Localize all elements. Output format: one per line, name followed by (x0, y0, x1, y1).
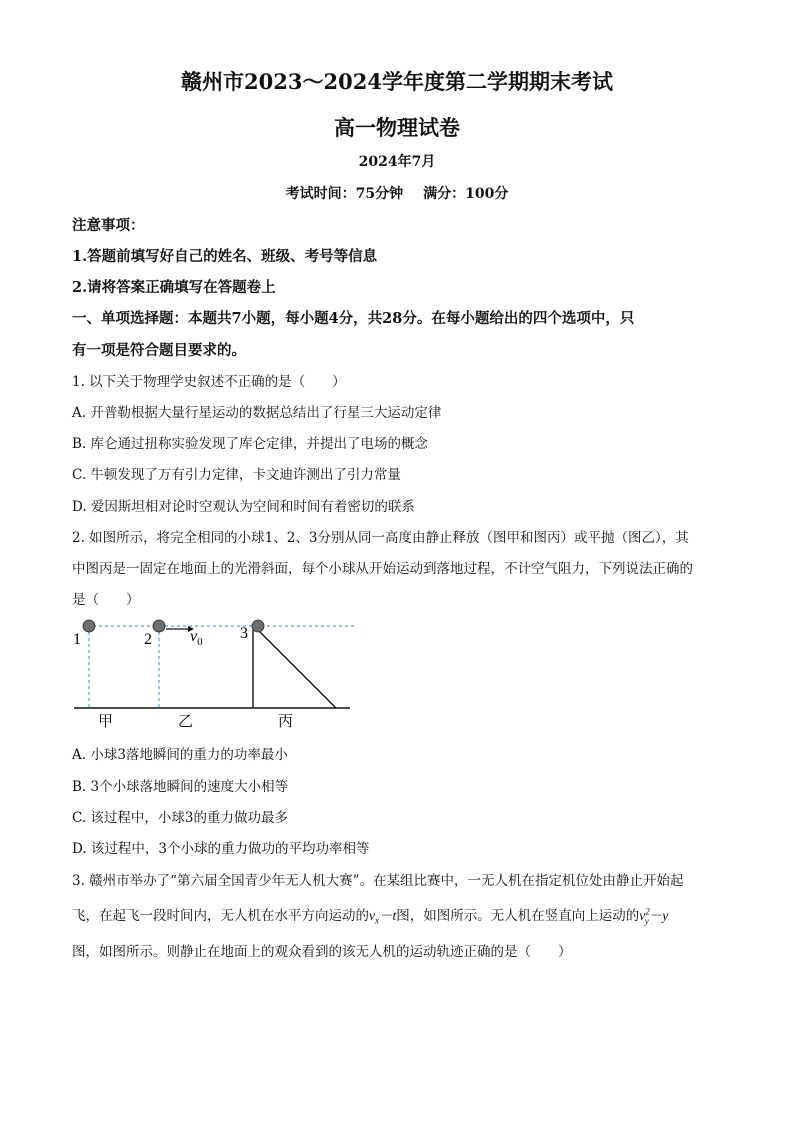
ball-2 (153, 620, 165, 632)
velocity-label: $v_0$ (190, 628, 203, 648)
vy-y-suffix: －y (648, 908, 669, 923)
section-heading: 一、单项选择题：本题共7小题，每小题4分，共28分。在每小题给出的四个选项中，只 (72, 310, 635, 327)
notice-item: 2.请将答案正确填写在答题卷上 (72, 279, 276, 296)
q2-stem-line1: 2. 如图所示，将完全相同的小球1、2、3分别从同一高度由静止释放（图甲和图丙）或平抛（图乙），其 (72, 530, 689, 546)
q1-option-a: A. 开普勒根据大量行星运动的数据总结出了行星三大运动定律 (72, 405, 442, 421)
q3-text-b: 图，如图所示。无人机在竖直向上运动的 (396, 908, 640, 924)
notice-item: 1.答题前填写好自己的姓名、班级、考号等信息 (72, 248, 378, 265)
paper-subtitle: 高一物理试卷 (334, 115, 460, 140)
vx-t-suffix: －t (379, 908, 397, 923)
q2-stem-line2: 中图丙是一固定在地面上的光滑斜面，每个小球从开始运动到落地过程，不计空气阻力，下列说法正确的 (72, 561, 693, 577)
exam-info (0, 183, 794, 203)
ball-label-1: 1 (73, 631, 81, 648)
incline-slope (258, 630, 336, 708)
ball-1 (83, 620, 95, 632)
q1-stem: 1. 以下关于物理学史叙述不正确的是（ ） (72, 374, 346, 390)
q2-option-a: A. 小球3落地瞬间的重力的功率最小 (72, 747, 288, 763)
q1-option-d: D. 爱因斯坦相对论时空观认为空间和时间有着密切的联系 (72, 499, 415, 515)
q2-option-c: C. 该过程中，小球3的重力做功最多 (72, 810, 289, 826)
q2-option-d: D. 该过程中，3个小球的重力做功的平均功率相等 (72, 841, 370, 857)
q3-stem-line3: 图，如图所示。则静止在地面上的观众看到的该无人机的运动轨迹正确的是（ ） (72, 944, 572, 960)
notice-heading: 注意事项： (72, 217, 145, 234)
q2-stem-line3: 是（ ） (72, 592, 140, 608)
exam-time: 考试时间：75分钟 (285, 186, 404, 202)
ball-3 (252, 620, 264, 632)
q3-stem-line2 (72, 904, 668, 926)
q3-stem-line1: 3. 赣州市举办了“第六届全国青少年无人机大赛”。在某组比赛中，一无人机在指定机位处由静止开始起 (72, 873, 684, 889)
vy2-symbol: $v^2_y$ (639, 906, 650, 926)
panel-label-bing: 丙 (278, 714, 294, 730)
ball-label-3: 3 (240, 625, 248, 642)
ball-label-2: 2 (144, 631, 152, 648)
q1-option-b: B. 库仑通过扭称实验发现了库仑定律，并提出了电场的概念 (72, 436, 429, 452)
exam-date: 2024年7月 (358, 154, 436, 170)
q2-option-b: B. 3个小球落地瞬间的速度大小相等 (72, 779, 289, 795)
exam-title: 赣州市2023～2024学年度第二学期期末考试 (181, 69, 613, 94)
q2-figure (60, 612, 370, 734)
vx-symbol: $v_x$ (369, 908, 379, 926)
q3-text-a: 飞，在起飞一段时间内，无人机在水平方向运动的 (72, 908, 369, 924)
panel-label-jia: 甲 (98, 714, 114, 730)
panel-label-yi: 乙 (178, 714, 194, 730)
exam-score: 满分：100分 (423, 186, 509, 202)
section-heading-cont: 有一项是符合题目要求的。 (72, 342, 246, 359)
q1-option-c: C. 牛顿发现了万有引力定律，卡文迪许测出了引力常量 (72, 467, 401, 483)
